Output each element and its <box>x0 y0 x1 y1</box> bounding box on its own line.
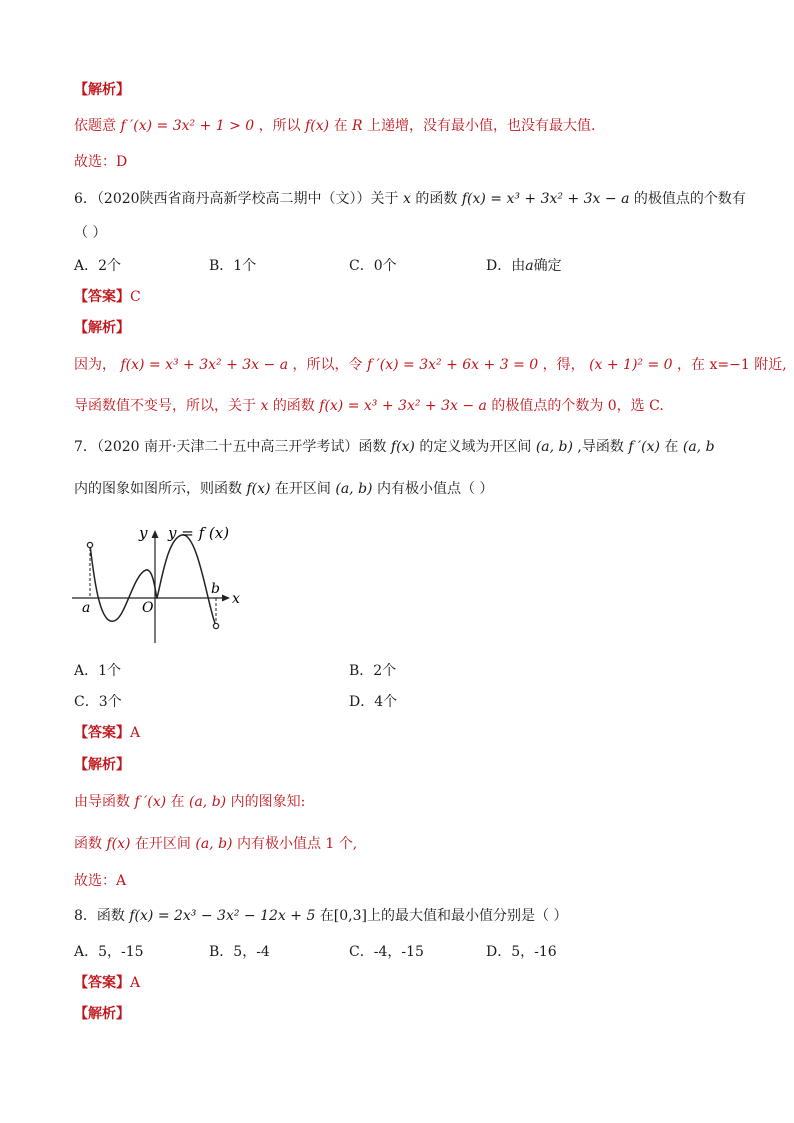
q7-stem1-prefix: 7．（2020 南开·天津二十五中高三开学考试）函数 <box>74 439 387 455</box>
q6-analysis1-suffix: ，在 x=−1 附近, <box>677 357 787 373</box>
q7-stem2-suffix: 内有极小值点（ ） <box>376 481 494 497</box>
graph-label-y: y <box>139 524 148 542</box>
q6-stem <box>74 189 746 209</box>
q7-stem1-mid: 的定义域为开区间 <box>419 439 532 455</box>
q7-option-d: D．4个 <box>349 694 398 710</box>
q8-stem-prefix: 8．函数 <box>74 908 125 924</box>
graph-label-origin: O <box>142 600 154 616</box>
q7-answer-label: 【答案】 <box>74 725 130 741</box>
q5-analysis-R: R <box>352 118 363 134</box>
q7-derivative-graph <box>68 518 248 650</box>
q6-analysis2-prefix: 导函数值不变号，所以，关于 <box>74 398 256 414</box>
q5-analysis-math: f ′(x) = 3x² + 1 > 0 <box>120 118 255 134</box>
q7-option-a: A．1个 <box>74 663 122 679</box>
q7-choose: 故选：A <box>74 873 127 889</box>
q6-option-b: B．1个 <box>209 258 257 274</box>
q6-analysis1-deriv: f ′(x) = 3x² + 6x + 3 = 0 <box>366 357 539 373</box>
q6-analysis-label: 【解析】 <box>74 320 130 336</box>
q5-analysis-in: 在 <box>333 118 348 134</box>
q7-stem1-fx: f(x) <box>390 439 415 455</box>
graph-label-b: b <box>211 581 220 597</box>
q7-stem-line1 <box>74 437 715 457</box>
q7-stem1-ab: (a, b) <box>535 439 573 455</box>
q7-analysis-label: 【解析】 <box>74 757 130 773</box>
q5-analysis-prefix: 依题意 <box>74 118 116 134</box>
q8-option-d: D．5，-16 <box>486 944 557 960</box>
q6-stem-prefix: 6．（2020陕西省商丹高新学校高二期中（文））关于 <box>74 191 399 207</box>
q7-analysis2-fx: f(x) <box>106 836 131 852</box>
q7-stem1-mid2: ,导函数 <box>577 439 624 455</box>
q7-analysis1-fpx: f ′(x) <box>134 794 167 810</box>
q5-analysis-fx: f(x) <box>305 118 330 134</box>
q7-stem1-in: 在 <box>664 439 679 455</box>
q7-analysis2-mid: 在开区间 <box>134 836 191 852</box>
q8-answer <box>74 973 140 993</box>
q6-stem-x: x <box>403 191 411 207</box>
q7-stem1-ab2: (a, b <box>682 439 715 455</box>
graph-endpoint-b <box>213 623 218 628</box>
q6-stem-func: f(x) = x³ + 3x² + 3x − a <box>461 191 630 207</box>
q7-answer-value: A <box>130 725 141 741</box>
q6-stem-paren: （ ） <box>74 225 107 241</box>
graph-endpoint-a <box>87 542 92 547</box>
q7-stem2-ab: (a, b) <box>335 481 373 497</box>
q6-analysis2-suffix: 的极值点的个数为 0，选 C. <box>491 398 664 414</box>
q6-analysis1-mid: ，所以，令 <box>292 357 363 373</box>
q6-analysis1-mid2: ，得， <box>542 357 585 373</box>
graph-label-x: x <box>232 591 240 607</box>
q6-analysis2-x: x <box>260 398 269 414</box>
q7-analysis2-suffix: 内有极小值点 1 个, <box>236 836 358 852</box>
q6-stem-mid: 的函数 <box>415 191 458 207</box>
q7-analysis-line1 <box>74 792 305 812</box>
q6-answer-value: C <box>130 289 141 305</box>
q7-analysis2-prefix: 函数 <box>74 836 102 852</box>
q6-option-c: C．0个 <box>349 258 397 274</box>
q8-stem-suffix: 在[0,3]上的最大值和最小值分别是（ ） <box>319 908 568 924</box>
q6-analysis2-func: f(x) = x³ + 3x² + 3x − a <box>319 398 487 414</box>
graph-x-arrow <box>222 595 230 602</box>
graph-y-arrow <box>152 530 159 538</box>
q6-answer <box>74 287 141 307</box>
q7-option-b: B．2个 <box>349 663 397 679</box>
q7-stem1-fpx: f ′(x) <box>628 439 660 455</box>
q5-choose: 故选：D <box>74 154 128 170</box>
graph-label-func: y = f (x) <box>168 524 230 542</box>
q7-analysis1-ab: (a, b) <box>189 794 227 810</box>
q7-analysis1-in: 在 <box>170 794 185 810</box>
q8-option-c: C．-4，-15 <box>349 944 424 960</box>
q8-stem <box>74 906 567 926</box>
q8-stem-func: f(x) = 2x³ − 3x² − 12x + 5 <box>129 908 316 924</box>
q6-analysis1-eq: (x + 1)² = 0 <box>589 357 673 373</box>
q6-analysis-line1 <box>74 355 787 375</box>
q8-answer-label: 【答案】 <box>74 975 130 991</box>
q6-option-d-suffix: 确定 <box>533 258 562 274</box>
q5-analysis-label: 【解析】 <box>74 82 130 98</box>
q7-stem2-fx: f(x) <box>246 481 271 497</box>
q5-analysis-mid: ，所以 <box>258 118 301 134</box>
q8-option-a: A．5，-15 <box>74 944 144 960</box>
q6-analysis1-func: f(x) = x³ + 3x² + 3x − a <box>120 357 289 373</box>
q7-stem-line2 <box>74 479 493 499</box>
q6-option-d-prefix: D．由 <box>486 258 526 274</box>
q6-option-a: A．2个 <box>74 258 122 274</box>
q7-analysis1-suffix: 内的图象知: <box>230 794 306 810</box>
q8-analysis-label: 【解析】 <box>74 1006 130 1022</box>
q7-option-c: C．3个 <box>74 694 122 710</box>
q6-analysis1-prefix: 因为， <box>74 357 116 373</box>
q6-option-d-var: a <box>525 258 534 274</box>
q6-analysis-line2 <box>74 396 664 416</box>
q7-analysis2-ab: (a, b) <box>195 836 233 852</box>
q7-stem2-mid: 在开区间 <box>274 481 331 497</box>
q8-answer-value: A <box>130 975 141 991</box>
q6-option-d <box>486 256 562 276</box>
q5-analysis-rest: 上递增，没有最小值，也没有最大值. <box>367 118 596 134</box>
q5-analysis-text <box>74 116 596 136</box>
q6-answer-label: 【答案】 <box>74 289 130 305</box>
q7-answer <box>74 723 140 743</box>
q7-analysis1-prefix: 由导函数 <box>74 794 130 810</box>
q7-analysis-line2 <box>74 834 357 854</box>
graph-label-a: a <box>82 600 91 616</box>
q6-stem-suffix: 的极值点的个数有 <box>633 191 746 207</box>
q6-analysis2-mid: 的函数 <box>272 398 315 414</box>
q7-stem2-prefix: 内的图象如图所示，则函数 <box>74 481 242 497</box>
q8-option-b: B．5，-4 <box>209 944 270 960</box>
